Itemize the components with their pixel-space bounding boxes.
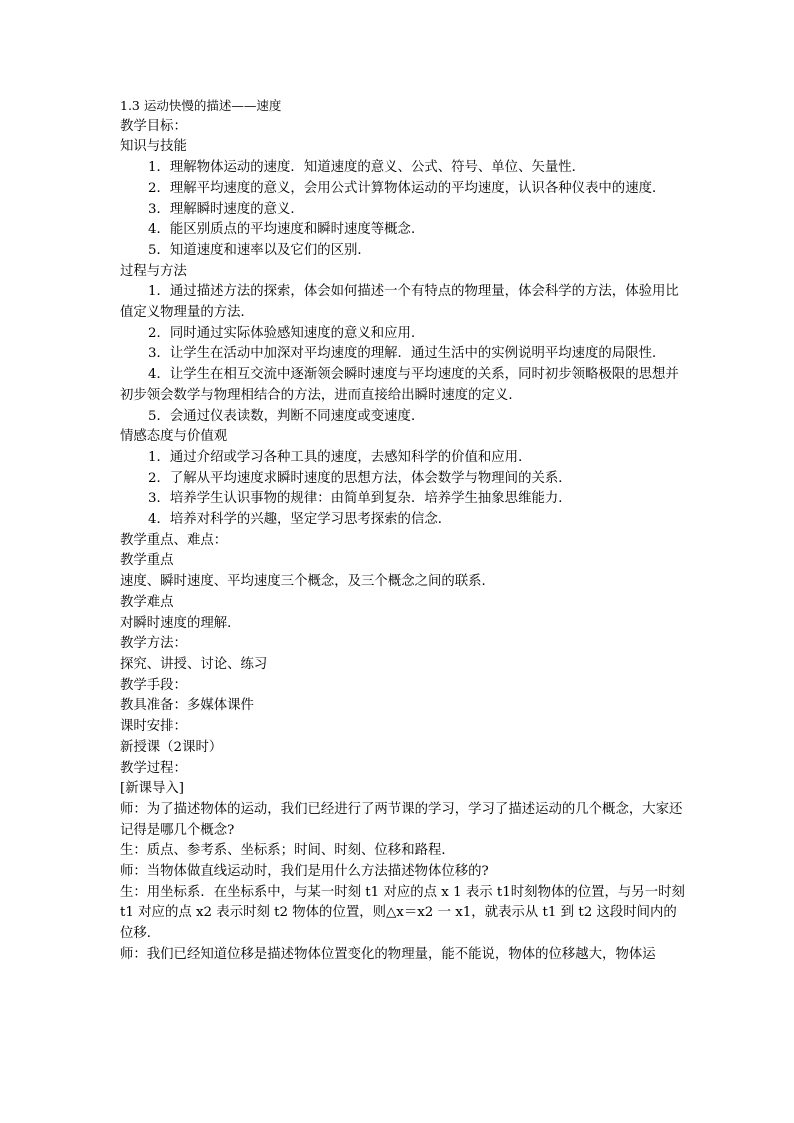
document-line: 生：质点、参考系、坐标系；时间、时刻、位移和路程． (120, 843, 455, 859)
document-line: 情感态度与价值观 (120, 429, 228, 445)
document-line: 1．通过介绍或学习各种工具的速度，去感知科学的价值和应用． (148, 449, 532, 465)
document-line: 教学过程： (120, 760, 187, 776)
document-line: 1．理解物体运动的速度．知道速度的意义、公式、符号、单位、矢量性． (148, 160, 586, 176)
document-line: 1．通过描述方法的探索，体会如何描述一个有特点的物理量，体会科学的方法，体验用比值定义物理量的方法． (120, 284, 679, 321)
document-line: 3．理解瞬时速度的意义． (148, 201, 304, 217)
document-line: 速度、瞬时速度、平均速度三个概念，及三个概念之间的联系． (120, 574, 495, 590)
document-line: 过程与方法 (120, 263, 187, 279)
document-line: 3．培养学生认识事物的规律：由简单到复杂．培养学生抽象思维能力． (148, 491, 572, 507)
document-line: [新课导入] (120, 781, 185, 797)
document-line: 生：用坐标系．在坐标系中，与某一时刻 t1 对应的点 x 1 表示 t1时刻物体的位置，与另一时刻 t1 对应的点 x2 表示时刻 t2 物体的位置，则△x＝x2 一 x1，就表示从 t1 到 t2 这段时间内的位移． (120, 884, 685, 942)
document-line: 2．同时通过实际体验感知速度的意义和应用． (148, 325, 425, 341)
document-line: 教学方法： (120, 636, 187, 652)
document-page (120, 96, 690, 966)
document-line: 新授课（2课时） (120, 739, 223, 755)
document-line: 3．让学生在活动中加深对平均速度的理解．通过生活中的实例说明平均速度的局限性． (148, 346, 666, 362)
document-line: 教学难点 (120, 594, 174, 610)
document-line: 5．会通过仪表读数，判断不同速度或变速度． (148, 408, 425, 424)
document-line: 教学手段： (120, 677, 187, 693)
document-line: 探究、讲授、讨论、练习 (120, 656, 268, 672)
document-line: 教学重点、难点： (120, 532, 228, 548)
document-line: 2．了解从平均速度求瞬时速度的思想方法，体会数学与物理间的关系． (148, 470, 572, 486)
document-line: 教学目标： (120, 118, 187, 134)
document-line: 知识与技能 (120, 139, 187, 155)
document-line: 4．让学生在相互交流中逐渐领会瞬时速度与平均速度的关系，同时初步领略极限的思想并初步领会数学与物理相结合的方法，进而直接给出瞬时速度的定义． (120, 367, 679, 403)
document-line: 师：我们已经知道位移是描述物体位置变化的物理量，能不能说，物体的位移越大，物体运 (120, 946, 656, 962)
document-line: 师：当物体做直线运动时，我们是用什么方法描述物体位移的? (120, 864, 489, 880)
document-line: 教学重点 (120, 553, 174, 569)
document-line: 5．知道速度和速率以及它们的区别． (148, 242, 371, 258)
document-line: 课时安排： (120, 719, 187, 735)
document-line: 4．能区别质点的平均速度和瞬时速度等概念． (148, 222, 425, 238)
document-line: 2．理解平均速度的意义，会用公式计算物体运动的平均速度，认识各种仪表中的速度． (148, 180, 666, 196)
document-line: 对瞬时速度的理解． (120, 615, 241, 631)
document-line: 师：为了描述物体的运动，我们已经进行了两节课的学习，学习了描述运动的几个概念，大家还记得是哪几个概念? (120, 801, 683, 838)
document-line: 教具准备：多媒体课件 (120, 698, 254, 714)
document-title: 1.3 运动快慢的描述——速度 (120, 98, 282, 113)
document-line: 4．培养对科学的兴趣，坚定学习思考探索的信念． (148, 512, 452, 528)
